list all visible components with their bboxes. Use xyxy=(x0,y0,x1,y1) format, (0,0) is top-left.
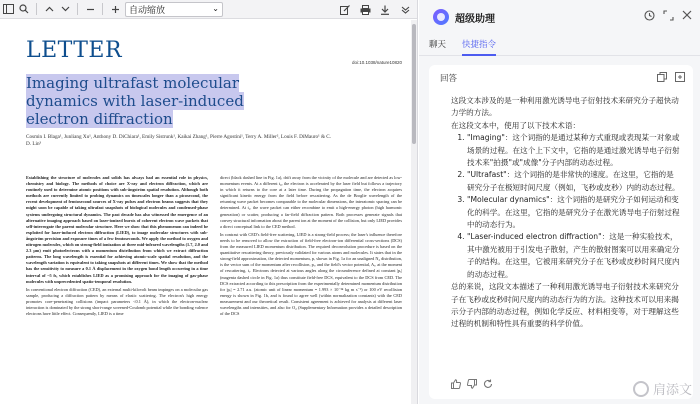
zoom-out-icon[interactable] xyxy=(82,1,98,17)
search-icon[interactable] xyxy=(16,1,32,17)
watermark-logo-icon xyxy=(633,381,649,397)
toolbar-divider xyxy=(77,3,78,15)
paper-title-text[interactable]: Imaging ultrafast molecular dynamics with laser-induced electron diffraction xyxy=(26,74,244,128)
paper-abstract: Establishing the structure of molecules and solids has always had an essential role in physics, chemistry and biology. The methods of choice are X-ray and electron diffraction, which are routinely used to determine atomic positions with sub-ångström spatial resolution. Although both methods are currently limited to probing dynamics on timescales longer than a picosecond, the recent development of femtosecond sources of X-ray pulses and electron beams suggests that they might soon be capable of taking ultrafast snapshots of biological molecules and condensed-phase systems undergoing structural dynamics. The past decade has also witnessed the emergence of an alternative imaging approach based on laser-ionized bursts of coherent electron wave packets that self-interrogate the parent molecular structure. Here we show that this phenomenon can indeed be exploited for laser-induced electron diffraction (LIED), to image molecular structures with sub-ångström precision and exposure times of a few femtoseconds. We apply the method to oxygen and nitrogen molecules, which on strong-field ionization at three mid-infrared wavelengths (1.7, 2.0 and 2.3 μm) emit photoelectrons with a momentum distribution from which we extract diffraction patterns. The long wavelength is essential for achieving atomic-scale spatial resolution, and the wavelength variation is equivalent to taking snapshots at different times. We show that the method has the sensitivity to measure a 0.1 Å displacement in the oxygen bond length occurring in a time interval of ~5 fs, which establishes LIED as a promising approach for the imaging of gas-phase molecules with unprecedented spatio-temporal resolution. xyxy=(26,175,208,284)
answer-term-item: 1. "Imaging"：这个词指的是通过某种方式重现或表现某一对象或场景的过程。在这个上下文中，它指的是通过激光诱导电子衍射技术来"拍摄"或"成像"分子内部的动态过程。 xyxy=(467,132,681,169)
assistant-logo-icon xyxy=(433,9,449,25)
answer-content xyxy=(429,91,693,331)
zoom-select[interactable] xyxy=(125,2,223,17)
answer-summary: 总的来说，这段文本描述了一种利用激光诱导电子衍射技术来研究分子在飞秒或皮秒时间尺度内的动态行为的方法。这种技术可以用来揭示分子内部的动态过程，例如化学反应、材料相变等，对于理解这些过程的机制和特性具有重要的科学价值。 xyxy=(451,282,679,329)
thumbs-down-icon[interactable] xyxy=(467,379,477,391)
paper-section-heading: LETTER xyxy=(26,38,123,63)
answer-term-item: 4. "Laser-induced electron diffraction"：这是一种实验技术，其中激光被用于引发电子散射，产生的散射图案可以用来确定分子的结构。在这里，它被用来研究分子在飞秒或皮秒时间尺度内的动态过程。 xyxy=(467,231,681,281)
paper-title xyxy=(26,74,288,128)
chevron-down-icon: ⌄ xyxy=(212,4,219,13)
paper-authors: Cosmin I. Blaga¹, Junliang Xu¹, Anthony D. DiChiara¹, Emily Sistrunk¹, Kaikai Zhang¹, Pierre Agostini¹, Terry A. Miller², Louis F. DiMauro¹ & C. D. Lin³ xyxy=(26,134,332,147)
answer-term-list xyxy=(451,132,681,281)
paper-column-right xyxy=(220,175,402,319)
assistant-header xyxy=(419,0,700,34)
more-icon[interactable] xyxy=(397,2,413,18)
answer-label: 回答 xyxy=(440,74,458,84)
page-down-icon[interactable] xyxy=(57,1,73,17)
toolbar-right-group xyxy=(337,2,413,18)
answer-card-actions xyxy=(657,72,685,85)
pdf-scrollbar[interactable] xyxy=(411,20,417,404)
zoom-in-icon[interactable] xyxy=(107,1,123,17)
paper-paragraph: direct (black dashed line in Fig. 1a), drift away from the vicinity of the molecule and are detected as low-momentum events. At a different t₀, the electron is accelerated by the laser field but follows a trajectory in which it returns to the core at a later time. During the propagation time, the electron acquires significant kinetic energy from the field before rescattering. As the de Broglie wavelength of the returning wave packet becomes comparable to the molecular dimensions, the interatomic spacing can be determined. At t₁, the wave packet can either recombine to emit a high-energy photon (high harmonic generation) or scatter, producing a far-field diffraction pattern. Both processes generate signals that convey structural information about the parent ion at the moment of the collision, but only LIED provides a direct conceptual link to the CED method. xyxy=(220,175,402,229)
answer-card-header xyxy=(429,65,693,91)
watermark-text: 肩添文 xyxy=(652,383,692,398)
pdf-scroll-thumb[interactable] xyxy=(412,24,416,144)
toolbar-divider xyxy=(36,3,37,15)
zoom-value: 自动缩放 xyxy=(129,5,166,16)
paper-doi: doi:10.1038/nature10820 xyxy=(351,60,402,65)
paper-column-left xyxy=(26,175,208,319)
watermark xyxy=(633,379,692,398)
save-icon[interactable] xyxy=(377,2,393,18)
answer-card xyxy=(429,65,693,399)
draw-icon[interactable] xyxy=(337,2,353,18)
tab-shortcuts[interactable]: 快捷指令 xyxy=(462,38,496,55)
copy-icon[interactable] xyxy=(657,72,667,85)
sidebar-icon[interactable] xyxy=(0,1,16,17)
answer-term-item: 3. "Molecular dynamics"：这个词指的是研究分子如何运动和变化的科学。在这里，它指的是研究分子在激光诱导电子衍射过程中的动态行为。 xyxy=(467,194,681,231)
answer-term-item: 2. "Ultrafast"：这个词指的是非常快的速度。在这里，它指的是研究分子在极短时间尺度（例如，飞秒或皮秒）内的动态过程。 xyxy=(467,169,681,194)
answer-feedback xyxy=(451,379,493,391)
assistant-tabs xyxy=(419,34,700,56)
thumbs-up-icon[interactable] xyxy=(451,379,461,391)
toolbar-divider xyxy=(102,3,103,15)
paper-paragraph: In conventional electron diffraction (CED), an external multi-kilovolt beam impinges on a molecular gas sample, producing a diffraction pattern by means of elastic scattering. The electron's high energy promotes core-penetrating collisions (impact parameters <0.1 Å), in which the electron-nuclear interaction is dominated by the strong short-range screened-Coulomb potential while the bonding valence electrons have little effect. Consequently, LIED is a time xyxy=(26,286,208,317)
tab-chat[interactable]: 聊天 xyxy=(429,40,447,50)
insert-icon[interactable] xyxy=(675,72,685,85)
expand-icon[interactable] xyxy=(663,10,674,24)
assistant-panel xyxy=(419,0,700,404)
assistant-title: 超级助理 xyxy=(455,13,495,25)
answer-intro: 这段文本涉及的是一种利用激光诱导电子衍射技术来研究分子超快动力学的方法。 xyxy=(451,96,679,118)
assistant-header-actions xyxy=(644,10,692,24)
close-icon[interactable] xyxy=(682,10,692,24)
history-icon[interactable] xyxy=(644,10,655,24)
pdf-page xyxy=(0,20,412,404)
paper-paragraph: In contrast with CED's field-free scattering, LIED is a strong-field process; the laser's influence therefore needs to be removed to allow the extraction of field-free electron-ion differential cross-sections (DCS) from the measured LIED momentum distribution. The required deconvolution procedure is based on the quantitative rescattering theory, previously validated for various atoms and molecules. It states that in the strong-field approximation, the detected momentum, p, shown in Fig. 1a for an unaligned N₂ distribution, is the vector sum of the momentum after recollision, pᵣ, and the field's vector potential, Aᵣ, at the moment of rescattering, tᵣ. Electrons detected at various angles along the circumference defined at constant |pᵣ| (magenta dashed circle in Fig. 1a) thus constitute field-free DCS, equivalent to the DCS from CED. The DCS extracted according to this prescription from the experimentally determined momentum distribution for |pᵣ| = 2.71 a.u. (atomic unit of linear momentum = 1.993 × 10⁻²⁴ kg m s⁻¹) or 100 eV recollision energy is shown in Fig. 1b, and is found to agree well (within normalization constants) with the CED measurement and our theoretical result. Consistent agreement is achieved for analysis at different laser wavelengths and intensities, and also for O₂ (Supplementary Information provides a detailed description of the DCS xyxy=(220,231,402,317)
page-up-icon[interactable] xyxy=(41,1,57,17)
pdf-toolbar xyxy=(0,0,417,19)
regenerate-icon[interactable] xyxy=(483,379,493,391)
paper-body xyxy=(26,175,402,319)
answer-lead: 在这段文本中，使用了以下技术术语： xyxy=(451,120,581,130)
print-icon[interactable] xyxy=(357,2,373,18)
